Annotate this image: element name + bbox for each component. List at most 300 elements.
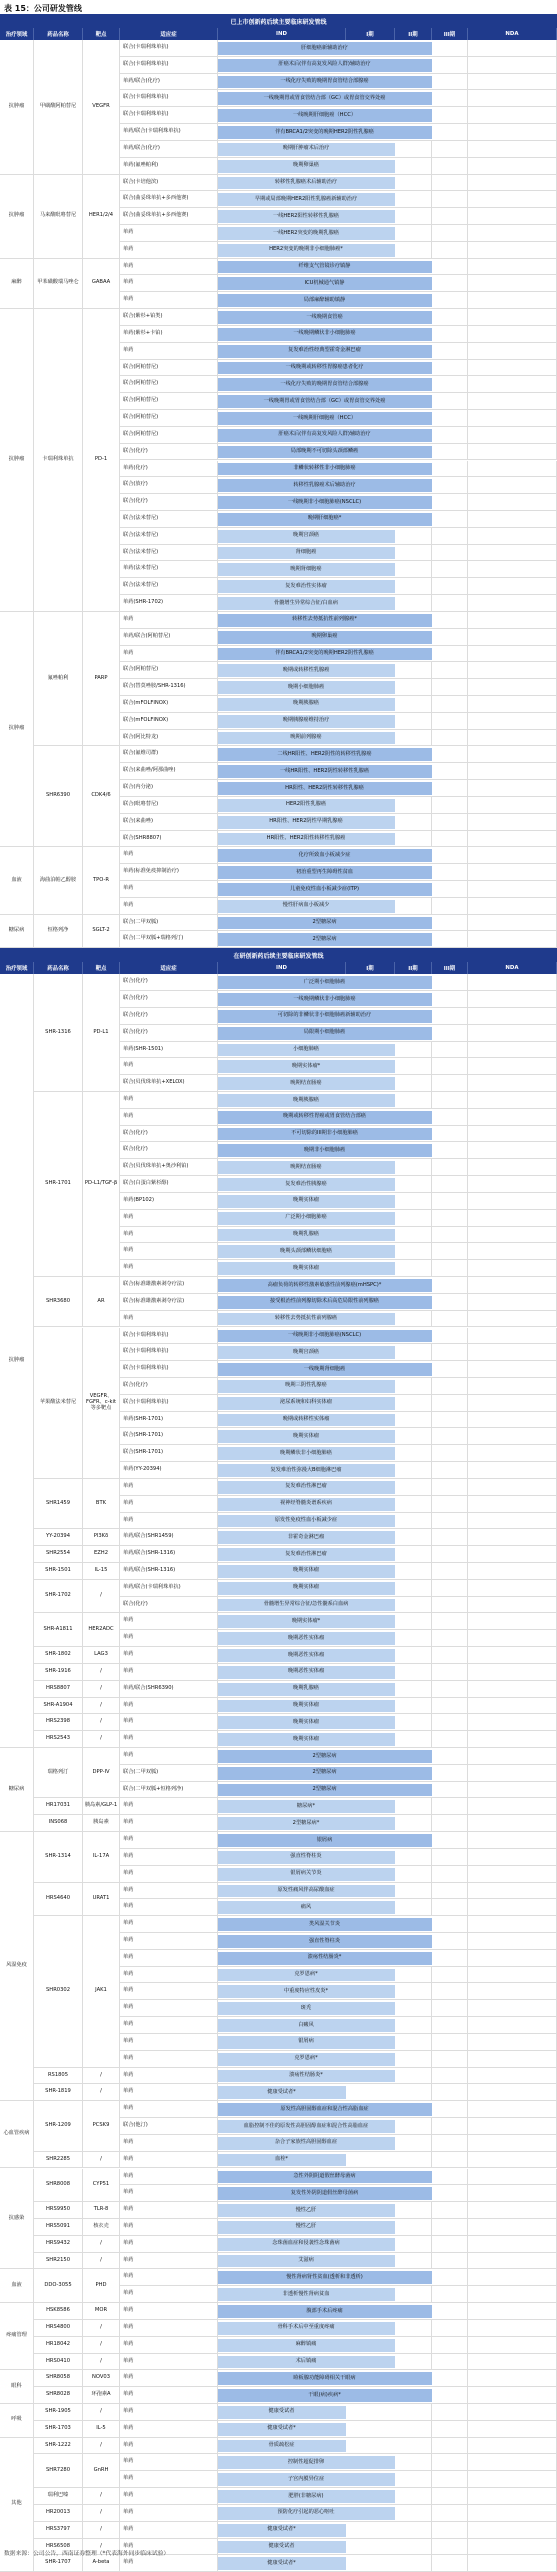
row-line bbox=[218, 2135, 557, 2152]
regimen-cell: 单药 bbox=[120, 646, 218, 663]
regimen-cell: 联合(化疗) bbox=[120, 444, 218, 461]
target-cell: SGLT-2 bbox=[83, 915, 120, 949]
drug-name-cell: RS1805 bbox=[34, 2068, 83, 2085]
row-line bbox=[218, 2555, 557, 2572]
column-header: IND bbox=[218, 28, 346, 40]
row-line bbox=[218, 915, 557, 932]
drug-name-cell: SHR7280 bbox=[34, 2454, 83, 2488]
target-cell: / bbox=[83, 1580, 120, 1614]
indication-text: 伴有BRCA1/2突变的晚期HER2阴性乳腺癌 bbox=[275, 650, 374, 657]
row-line bbox=[218, 1361, 557, 1378]
target-cell: PI3Kδ bbox=[83, 1529, 120, 1546]
column-header: II期 bbox=[395, 28, 432, 40]
drug-name-cell: 瑞利巴嗪 bbox=[34, 2488, 83, 2505]
regimen-cell: 联合(氟维司群) bbox=[120, 746, 218, 763]
row-line bbox=[218, 141, 557, 158]
regimen-cell: 联合(卡瑞利珠单抗) bbox=[120, 57, 218, 74]
indication-text: 原发性痛风伴高尿酸血症 bbox=[277, 1887, 335, 1894]
column-header: 治疗领域 bbox=[0, 28, 34, 40]
target-cell: / bbox=[83, 2337, 120, 2354]
regimen-cell: 联合(来曲唑/阿那曲唑) bbox=[120, 763, 218, 780]
row-line bbox=[218, 2051, 557, 2068]
therapy-area-cell: 糖尿病 bbox=[0, 1748, 34, 1832]
regimen-cell: 单药 bbox=[120, 847, 218, 864]
indication-text: 晚期乳腺癌 bbox=[293, 1685, 319, 1692]
drug-name-cell: 马来酸吡咯替尼 bbox=[34, 175, 83, 259]
drug-name-cell: 海曲泊帕乙醇胺 bbox=[34, 847, 83, 914]
row-line bbox=[218, 494, 557, 511]
row-line bbox=[218, 1328, 557, 1345]
target-cell: PD-L1 bbox=[83, 974, 120, 1092]
indication-text: 强直性脊柱炎 bbox=[308, 1937, 341, 1944]
drug-name-cell: HR17031 bbox=[34, 1798, 83, 1815]
row-line bbox=[218, 225, 557, 242]
row-line bbox=[218, 2000, 557, 2017]
regimen-cell: 联合(阿比特龙) bbox=[120, 730, 218, 747]
target-cell: / bbox=[83, 2068, 120, 2085]
target-cell: URAT1 bbox=[83, 1883, 120, 1917]
indication-text: 骨质疏松症 bbox=[268, 2442, 295, 2449]
target-cell: / bbox=[83, 2236, 120, 2253]
drug-name-cell: 瑞格列汀 bbox=[34, 1748, 83, 1798]
regimen-cell: 单药/联合(阿帕替尼) bbox=[120, 629, 218, 646]
regimen-cell: 单药(BP102) bbox=[120, 1193, 218, 1210]
regimen-cell: 联合(法米替尼) bbox=[120, 578, 218, 595]
target-cell: HER2ADC bbox=[83, 1613, 120, 1647]
row-line bbox=[218, 763, 557, 780]
indication-text: 晚期肾细胞癌 bbox=[290, 565, 322, 572]
regimen-cell: 单药 bbox=[120, 2438, 218, 2455]
column-header: 适应症 bbox=[120, 962, 218, 974]
row-line bbox=[218, 2454, 557, 2471]
regimen-cell: 联合(化疗) bbox=[120, 494, 218, 511]
row-line bbox=[218, 477, 557, 494]
target-cell: 胰岛素/GLP-1 bbox=[83, 1798, 120, 1815]
row-line bbox=[218, 2337, 557, 2354]
regimen-cell: 单药 bbox=[120, 1630, 218, 1647]
row-line bbox=[218, 746, 557, 763]
row-line bbox=[218, 1243, 557, 1260]
row-line bbox=[218, 259, 557, 276]
row-line bbox=[218, 1899, 557, 1916]
drug-name-cell: SHR3680 bbox=[34, 1277, 83, 1327]
indication-text: 复发难治性淋巴瘤 bbox=[285, 1550, 327, 1557]
drug-name-cell: SHR-A1904 bbox=[34, 1698, 83, 1715]
row-line bbox=[218, 1832, 557, 1849]
target-cell: IL-15 bbox=[83, 1563, 120, 1580]
regimen-cell: 联合(曲妥珠单抗+多西他赛) bbox=[120, 191, 218, 208]
target-cell: / bbox=[83, 1698, 120, 1715]
regimen-cell: 单药 bbox=[120, 2068, 218, 2085]
row-line bbox=[218, 2505, 557, 2522]
target-cell: TLR-8 bbox=[83, 2202, 120, 2219]
row-line bbox=[218, 2101, 557, 2118]
regimen-cell: 单药 bbox=[120, 2253, 218, 2270]
target-cell: IL-5 bbox=[83, 2421, 120, 2438]
target-cell: / bbox=[83, 2354, 120, 2371]
regimen-cell: 单药 bbox=[120, 2303, 218, 2320]
drug-name-cell: SHR-1802 bbox=[34, 1647, 83, 1664]
indication-text: 肥胖(非糖尿病) bbox=[288, 2492, 324, 2499]
row-line bbox=[218, 2387, 557, 2404]
regimen-cell: 单药(标准免疫抑制治疗) bbox=[120, 864, 218, 881]
drug-name-cell: SHR2554 bbox=[34, 1546, 83, 1563]
row-line bbox=[218, 2118, 557, 2135]
indication-text: 2型糖尿病 bbox=[312, 1752, 337, 1759]
row-line bbox=[218, 1227, 557, 1244]
regimen-cell: 单药 bbox=[120, 1092, 218, 1109]
target-cell: 核衣壳 bbox=[83, 2219, 120, 2236]
indication-text: 溃疡性结肠炎* bbox=[289, 2072, 323, 2079]
regimen-cell: 单药 bbox=[120, 1983, 218, 2000]
indication-text: 一线晚期胃或胃食管结合部（GC）或胃食管交界处癌 bbox=[263, 94, 386, 101]
regimen-cell: 联合(标准雄激素剥夺疗法) bbox=[120, 1277, 218, 1294]
row-line bbox=[218, 1479, 557, 1496]
source-note: 数据来源：公司公告，西南证券整理（*代表海外同步临床试验） bbox=[4, 2551, 170, 2557]
indication-text: 晚期宫颈癌 bbox=[293, 532, 319, 539]
regimen-cell: 单药 bbox=[120, 1832, 218, 1849]
regimen-cell: 联合(二甲双胍+瑞格列汀) bbox=[120, 931, 218, 948]
regimen-cell: 单药 bbox=[120, 1647, 218, 1664]
row-line bbox=[218, 1344, 557, 1361]
target-cell: AR bbox=[83, 1277, 120, 1327]
row-line bbox=[218, 1159, 557, 1176]
regimen-cell: 联合(卡瑞利珠单抗) bbox=[120, 90, 218, 107]
indication-text: 晚期实体瘤 bbox=[293, 1718, 319, 1725]
regimen-cell: 单药 bbox=[120, 2185, 218, 2202]
regimen-cell: 联合(紫杉+铂类) bbox=[120, 309, 218, 326]
target-cell: / bbox=[83, 2488, 120, 2505]
target-cell: DPP-IV bbox=[83, 1748, 120, 1798]
indication-text: 晚期实体瘤 bbox=[293, 1264, 319, 1271]
row-line bbox=[218, 1412, 557, 1429]
drug-name-cell: 卡瑞利珠单抗 bbox=[34, 309, 83, 612]
row-line bbox=[218, 2404, 557, 2421]
row-line bbox=[218, 1496, 557, 1513]
regimen-cell: 单药 bbox=[120, 2387, 218, 2404]
indication-text: 广泛期小细胞肺癌 bbox=[303, 978, 346, 985]
drug-name-cell: DDO-3055 bbox=[34, 2269, 83, 2303]
regimen-cell: 单药 bbox=[120, 1967, 218, 1984]
regimen-cell: 联合(化疗) bbox=[120, 1142, 218, 1159]
target-cell: 环孢素A bbox=[83, 2387, 120, 2404]
indication-text: 晚期或转移性乳腺癌 bbox=[282, 666, 330, 673]
indication-text: 晚期实体瘤* bbox=[291, 1062, 321, 1069]
row-line bbox=[218, 646, 557, 663]
regimen-cell: 单药 bbox=[120, 1513, 218, 1530]
indication-text: 晚期鳞状非小细胞肺癌 bbox=[280, 1449, 332, 1456]
indication-text: 局部麻醉辅助镇静 bbox=[303, 296, 346, 303]
indication-text: 溃疡性结肠炎* bbox=[307, 1954, 342, 1961]
regimen-cell: 单药 bbox=[120, 1227, 218, 1244]
row-line bbox=[218, 292, 557, 309]
drug-name-cell: 甲苯磺酸瑞马唑仑 bbox=[34, 259, 83, 309]
indication-text: 晚期胰腺癌维持治疗 bbox=[282, 717, 330, 724]
indication-text: 慢性肾病肾性贫血(透析和非透析) bbox=[286, 2273, 363, 2280]
indication-text: 血脂控制不佳的原发性高胆固醇血症和混合性高脂血症 bbox=[243, 2122, 369, 2129]
therapy-area-cell: 其他 bbox=[0, 2438, 34, 2572]
indication-text: 健康受试者 bbox=[268, 2543, 295, 2550]
regimen-cell: 联合(阿帕替尼) bbox=[120, 376, 218, 393]
indication-text: 2型糖尿病 bbox=[312, 919, 337, 926]
row-line bbox=[218, 974, 557, 991]
indication-text: 晚期或转移性胃癌或胃食管结合部癌 bbox=[282, 1113, 366, 1120]
regimen-cell: 单药 bbox=[120, 1916, 218, 1933]
indication-text: 晚期实体瘤 bbox=[293, 1702, 319, 1709]
regimen-cell: 单药 bbox=[120, 2488, 218, 2505]
indication-text: 克罗恩病* bbox=[294, 2055, 318, 2062]
therapy-area-cell: 抗肿瘤 bbox=[0, 309, 34, 612]
regimen-cell: 单药/联合(SHR6390) bbox=[120, 1681, 218, 1698]
regimen-cell: 联合(卡瑞利珠单抗) bbox=[120, 40, 218, 57]
regimen-cell: 联合(法米替尼) bbox=[120, 528, 218, 545]
regimen-cell: 单药 bbox=[120, 1210, 218, 1227]
indication-text: 骨髓增生异常综合征/白血病 bbox=[274, 599, 338, 606]
column-header: 靶点 bbox=[83, 962, 120, 974]
indication-text: 初治重型再生障碍性贫血 bbox=[295, 868, 354, 875]
drug-name-cell: SHR-1703 bbox=[34, 2421, 83, 2438]
target-cell: CYP51 bbox=[83, 2169, 120, 2203]
regimen-cell: 联合(卡瑞利珠单抗) bbox=[120, 107, 218, 124]
target-cell: / bbox=[83, 2404, 120, 2421]
regimen-cell: 单药 bbox=[120, 1950, 218, 1967]
regimen-cell: 联合(贝伐珠单抗+XELOX) bbox=[120, 1075, 218, 1092]
regimen-cell: 单药/联合(SHR-1316) bbox=[120, 1546, 218, 1563]
row-line bbox=[218, 427, 557, 444]
row-line bbox=[218, 1664, 557, 1681]
drug-name-cell: HRS4640 bbox=[34, 1883, 83, 1917]
target-cell: PD-L1/TGF-β bbox=[83, 1092, 120, 1277]
target-cell: / bbox=[83, 1664, 120, 1681]
row-line bbox=[218, 696, 557, 713]
regimen-cell: 联合(阿帕替尼) bbox=[120, 360, 218, 377]
regimen-cell: 联合(化疗) bbox=[120, 1378, 218, 1395]
indication-text: 纤维支气管镜诊疗镇静 bbox=[298, 263, 351, 270]
indication-text: 晚期前列腺癌 bbox=[290, 734, 322, 741]
row-line bbox=[218, 191, 557, 208]
row-line bbox=[218, 208, 557, 225]
drug-name-cell: 恒格列净 bbox=[34, 915, 83, 949]
indication-text: 健康受试者* bbox=[267, 2425, 296, 2432]
row-line bbox=[218, 2084, 557, 2101]
drug-name-cell: HRS2543 bbox=[34, 1731, 83, 1748]
indication-text: 晚期恶性实体瘤 bbox=[287, 1634, 325, 1641]
row-line bbox=[218, 1580, 557, 1597]
regimen-cell: 单药 bbox=[120, 2421, 218, 2438]
indication-text: 一线化疗失败的晚期胃食管结合部腺癌 bbox=[280, 380, 369, 387]
drug-name-cell: SHR-1314 bbox=[34, 1832, 83, 1882]
indication-text: 晚期结直肠癌 bbox=[290, 1163, 322, 1170]
regimen-cell: 单药 bbox=[120, 259, 218, 276]
indication-text: 一线HER2突变的晚期乳腺癌 bbox=[273, 229, 339, 236]
therapy-area-cell: 心血管疾病 bbox=[0, 2101, 34, 2168]
indication-text: 局限期小细胞肺癌 bbox=[303, 1029, 346, 1036]
indication-text: 晚期胰腺癌 bbox=[293, 1096, 319, 1103]
indication-text: 非鳞状转移性非小细胞肺癌 bbox=[293, 465, 356, 471]
indication-text: 化疗所致血小板减少症 bbox=[298, 851, 351, 858]
row-line bbox=[218, 1109, 557, 1126]
drug-name-cell: HR18042 bbox=[34, 2337, 83, 2354]
indication-text: 慢性乙肝 bbox=[295, 2223, 317, 2230]
regimen-cell: 联合(mFOLFINOX) bbox=[120, 696, 218, 713]
drug-name-cell: SHR-1316 bbox=[34, 974, 83, 1092]
drug-name-cell: HRS9432 bbox=[34, 2236, 83, 2253]
row-line bbox=[218, 1058, 557, 1075]
regimen-cell: 单药 bbox=[120, 1798, 218, 1815]
row-line bbox=[218, 797, 557, 814]
row-line bbox=[218, 629, 557, 646]
target-cell: / bbox=[83, 1714, 120, 1731]
target-cell: BTK bbox=[83, 1479, 120, 1529]
target-cell: / bbox=[83, 2320, 120, 2337]
row-line bbox=[218, 90, 557, 107]
regimen-cell: 联合(卡瑞利珠单抗) bbox=[120, 1328, 218, 1345]
target-cell: PD-1 bbox=[83, 309, 120, 612]
regimen-cell: 单药/联合(化疗) bbox=[120, 74, 218, 91]
row-line bbox=[218, 1647, 557, 1664]
row-line bbox=[218, 864, 557, 881]
row-line bbox=[218, 1563, 557, 1580]
indication-text: 健康受试者* bbox=[267, 2088, 296, 2095]
regimen-cell: 单药 bbox=[120, 1109, 218, 1126]
row-line bbox=[218, 1849, 557, 1866]
therapy-area-cell: 风湿免疫 bbox=[0, 1832, 34, 2101]
target-cell: VEGFR bbox=[83, 40, 120, 175]
row-line bbox=[218, 2034, 557, 2051]
row-line bbox=[218, 2354, 557, 2371]
indication-text: 接受根治性前列腺切除术后高危局限性前列腺癌 bbox=[270, 1298, 379, 1305]
row-line bbox=[218, 2269, 557, 2286]
indication-text: 痛风 bbox=[300, 1903, 312, 1910]
row-line bbox=[218, 1025, 557, 1042]
column-header: II期 bbox=[395, 962, 432, 974]
indication-text: 2型糖尿病* bbox=[292, 1819, 320, 1826]
regimen-cell: 单药 bbox=[120, 2555, 218, 2572]
drug-name-cell: HRS6508 bbox=[34, 2539, 83, 2556]
indication-text: 泌尿系统和妇科实体瘤 bbox=[280, 1399, 332, 1406]
regimen-cell: 联合(化疗) bbox=[120, 1597, 218, 1614]
regimen-cell: 联合(化疗) bbox=[120, 991, 218, 1008]
regimen-cell: 单药/联合(化疗) bbox=[120, 141, 218, 158]
row-line bbox=[218, 1698, 557, 1715]
indication-text: 肝癌术后(伴有高复发风险人群)辅助治疗 bbox=[278, 61, 371, 68]
section-heading: 在研创新药后续主要临床研发管线 bbox=[0, 948, 557, 962]
regimen-cell: 联合(卡瑞利珠单抗) bbox=[120, 1361, 218, 1378]
indication-text: HR阳性、HER2阳性转移性乳腺癌 bbox=[266, 835, 346, 842]
row-line bbox=[218, 595, 557, 612]
indication-text: HR阳性、HER2阴性早期乳腺癌 bbox=[269, 818, 343, 825]
drug-name-cell: SHR-1819 bbox=[34, 2084, 83, 2101]
indication-text: 复发难治性实体瘤 bbox=[285, 582, 327, 589]
indication-text: 复发难治性弥漫大B细胞淋巴瘤 bbox=[270, 1466, 342, 1473]
column-header: 治疗领域 bbox=[0, 962, 34, 974]
row-line bbox=[218, 2236, 557, 2253]
indication-text: 原发性免疫性血小板减少症 bbox=[274, 1517, 338, 1524]
indication-text: 晚期头颈部鳞状细胞癌 bbox=[280, 1247, 332, 1254]
indication-text: 预防化疗引起的恶心呕吐 bbox=[277, 2509, 335, 2516]
row-line bbox=[218, 730, 557, 747]
drug-name-cell: SHR-1905 bbox=[34, 2404, 83, 2421]
row-line bbox=[218, 360, 557, 377]
row-line bbox=[218, 2169, 557, 2186]
row-line bbox=[218, 74, 557, 91]
indication-text: 2型糖尿病 bbox=[312, 935, 337, 942]
row-line bbox=[218, 1748, 557, 1765]
indication-text: 一线晚期食管癌 bbox=[306, 313, 343, 320]
indication-text: 早期或局部晚期HER2阳性乳腺癌新辅助治疗 bbox=[254, 195, 358, 202]
regimen-cell: 联合(来曲唑) bbox=[120, 814, 218, 831]
therapy-area-cell: 麻醉 bbox=[0, 259, 34, 309]
regimen-cell: 单药 bbox=[120, 2202, 218, 2219]
row-line bbox=[218, 1782, 557, 1799]
indication-text: 非透析慢性肾病贫血 bbox=[282, 2290, 330, 2297]
row-line bbox=[218, 343, 557, 360]
target-cell: / bbox=[83, 2522, 120, 2539]
indication-text: 非霍奇金淋巴瘤 bbox=[287, 1533, 325, 1540]
regimen-cell: 联合(卡培他滨) bbox=[120, 175, 218, 192]
row-line bbox=[218, 2068, 557, 2085]
regimen-cell: 联合(吡咯替尼) bbox=[120, 797, 218, 814]
row-line bbox=[218, 1008, 557, 1025]
row-line bbox=[218, 1731, 557, 1748]
row-line bbox=[218, 1210, 557, 1227]
regimen-cell: 单药(氟唑帕利) bbox=[120, 158, 218, 175]
regimen-cell: 单药 bbox=[120, 1496, 218, 1513]
indication-text: 晚期小细胞肺癌 bbox=[287, 683, 325, 690]
regimen-cell: 单药(法米替尼) bbox=[120, 561, 218, 578]
drug-name-cell: SHR-A1811 bbox=[34, 1613, 83, 1647]
therapy-area-cell: 抗肿瘤 bbox=[0, 40, 34, 175]
regimen-cell: 单药/联合(SHR-1316) bbox=[120, 1563, 218, 1580]
row-line bbox=[218, 175, 557, 192]
indication-text: 晚期乳腺癌 bbox=[293, 1231, 319, 1238]
indication-text: 一线晚期或转移性胃腺癌患者化疗 bbox=[285, 364, 364, 371]
target-cell: PCSK9 bbox=[83, 2101, 120, 2151]
regimen-cell: 单药 bbox=[120, 242, 218, 259]
indication-text: 复发难治性淋巴瘤 bbox=[285, 1483, 327, 1490]
drug-name-cell: HRS5091 bbox=[34, 2219, 83, 2236]
indication-text: 转移性乳腺癌术后辅助治疗 bbox=[293, 481, 356, 488]
indication-text: 转移性乳腺癌术后辅助治疗 bbox=[274, 179, 338, 186]
row-line bbox=[218, 107, 557, 124]
therapy-area-cell: 眼科 bbox=[0, 2370, 34, 2404]
row-line bbox=[218, 991, 557, 1008]
regimen-cell: 联合(化疗) bbox=[120, 974, 218, 991]
therapy-area-cell: 抗肿瘤 bbox=[0, 175, 34, 259]
regimen-cell: 单药 bbox=[120, 2017, 218, 2034]
row-line bbox=[218, 545, 557, 562]
row-line bbox=[218, 1176, 557, 1193]
regimen-cell: 联合(阿帕替尼) bbox=[120, 393, 218, 410]
regimen-cell: 单药 bbox=[120, 1883, 218, 1900]
target-cell: HER1/2/4 bbox=[83, 175, 120, 259]
regimen-cell: 单药 bbox=[120, 2370, 218, 2387]
row-line bbox=[218, 2185, 557, 2202]
regimen-cell: 单药 bbox=[120, 2101, 218, 2118]
indication-text: 晚期三阴性乳腺癌 bbox=[285, 1382, 327, 1389]
indication-text: 一线晚期胃或胃食管结合部（GC）或胃食管交界处癌 bbox=[263, 397, 386, 404]
row-line bbox=[218, 1714, 557, 1731]
drug-name-cell: HRS3797 bbox=[34, 2522, 83, 2539]
regimen-cell: 联合(阿帕替尼) bbox=[120, 662, 218, 679]
indication-text: 克罗恩病* bbox=[294, 1971, 318, 1978]
therapy-area-cell: 抗肿瘤 bbox=[0, 612, 34, 847]
row-line bbox=[218, 1765, 557, 1782]
column-header: I期 bbox=[346, 962, 395, 974]
column-header: NDA bbox=[468, 962, 557, 974]
indication-text: 类风湿关节炎 bbox=[308, 1920, 341, 1927]
row-line bbox=[218, 881, 557, 898]
